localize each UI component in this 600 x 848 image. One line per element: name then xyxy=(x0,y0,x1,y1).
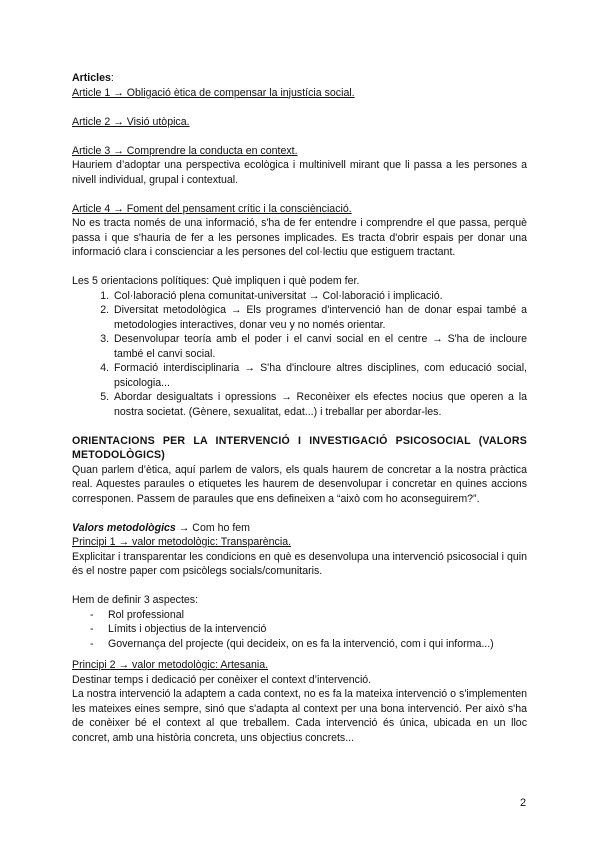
articles-heading: Articles: xyxy=(72,72,114,84)
list-item: 5. Abordar desigualtats i opressions → Reconèixer els efectes nocius que operen a la nostra societat. (Gènere, sexualitat, edat...) i treballar per abordar-les. xyxy=(112,390,527,419)
article-4-text: No es tracta només de una informació, s'ha de fer entendre i comprendre el que passa, perquè passa i que s'hauria de fer a les persones implicades. Es tracta d'obrir espais per donar una informació clara i conscienciar a les persones del col·lectiu que estiguem tractant. xyxy=(72,217,527,258)
principi-2-text: La nostra intervenció la adaptem a cada context, no es fa la mateixa intervenció o s'implementen les mateixes eines sempre, sinó que s'adapta al context per una bona intervenció. Per això s'ha de conèixer bé el context al que treballem. Cada intervenció és única, ubicada en un lloc concret, amb una història concreta, uns objectius concrets... xyxy=(72,688,527,744)
section-intro: Quan parlem d’ètica, aquí parlem de valors, els quals haurem de concretar a la nostra pràctica real. Aquestes paraules o etiquetes les haurem de desenvolupar i concretar en quines accions corresponen. Passem de paraules que ens defineixen a “això com ho aconseguirem?”. xyxy=(72,463,527,505)
principi-2: Principi 2 → valor metodològic: Artesania. xyxy=(72,659,269,671)
orientations-intro: Les 5 orientacions polítiques: Què impliquen i què podem fer. xyxy=(72,275,360,287)
article-1: Article 1 → Obligació ètica de compensar la injustícia social. xyxy=(72,86,355,99)
article-4: Article 4 → Foment del pensament crític i la consciènciació. xyxy=(72,202,352,215)
list-item: 1. Col·laboració plena comunitat-universitat → Col·laboració i implicació. xyxy=(112,289,527,304)
aspects-intro: Hem de definir 3 aspectes: xyxy=(72,594,199,606)
article-3-text: Hauriem d’adoptar una perspectiva ecològica i multinivell mirant que li passa a les persones a nivell individual, grupal i contextual. xyxy=(72,159,527,186)
list-item: 2. Diversitat metodològica → Els programes d'intervenció han de donar espai també a metodologies interactives, donar veu y no només orientar. xyxy=(112,303,527,332)
section-heading: ORIENTACIONS PER LA INTERVENCIÓ I INVESTIGACIÓ PSICOSOCIAL (VALORS METODOLÒGICS) xyxy=(72,434,527,461)
orientations-list xyxy=(72,289,527,420)
list-item: - Rol professional xyxy=(72,608,527,623)
list-item: - Governança del projecte (qui decideix, on es fa la intervenció, com i qui informa...) xyxy=(72,637,527,652)
list-item: 3. Desenvolupar teoría amb el poder i el canvi social en el centre → S'ha de incloure també el canvi social. xyxy=(112,332,527,361)
principi-2-line: Destinar temps i dedicació per conèixer el context d’intervenció. xyxy=(72,673,372,686)
principi-1-text: Explicitar i transparentar les condicions en què es desenvolupa una intervenció psicosocial i quin és el nostre paper com psicòlegs socials/comunitaris. xyxy=(72,550,527,577)
principi-1: Principi 1 → valor metodològic: Transparència. xyxy=(72,536,292,548)
page-number: 2 xyxy=(520,797,527,809)
list-item: 4. Formació interdisciplinaria → S'ha d'incloure altres disciplines, com educació social, psicologia... xyxy=(112,361,527,390)
aspects-list xyxy=(72,608,527,652)
valors-heading: Valors metodològics → Com ho fem xyxy=(72,521,250,534)
article-2: Article 2 → Visió utòpica. xyxy=(72,115,190,128)
list-item: - Límits i objectius de la intervenció xyxy=(72,622,527,637)
article-3: Article 3 → Comprendre la conducta en context. xyxy=(72,144,298,157)
document-body xyxy=(72,71,527,745)
